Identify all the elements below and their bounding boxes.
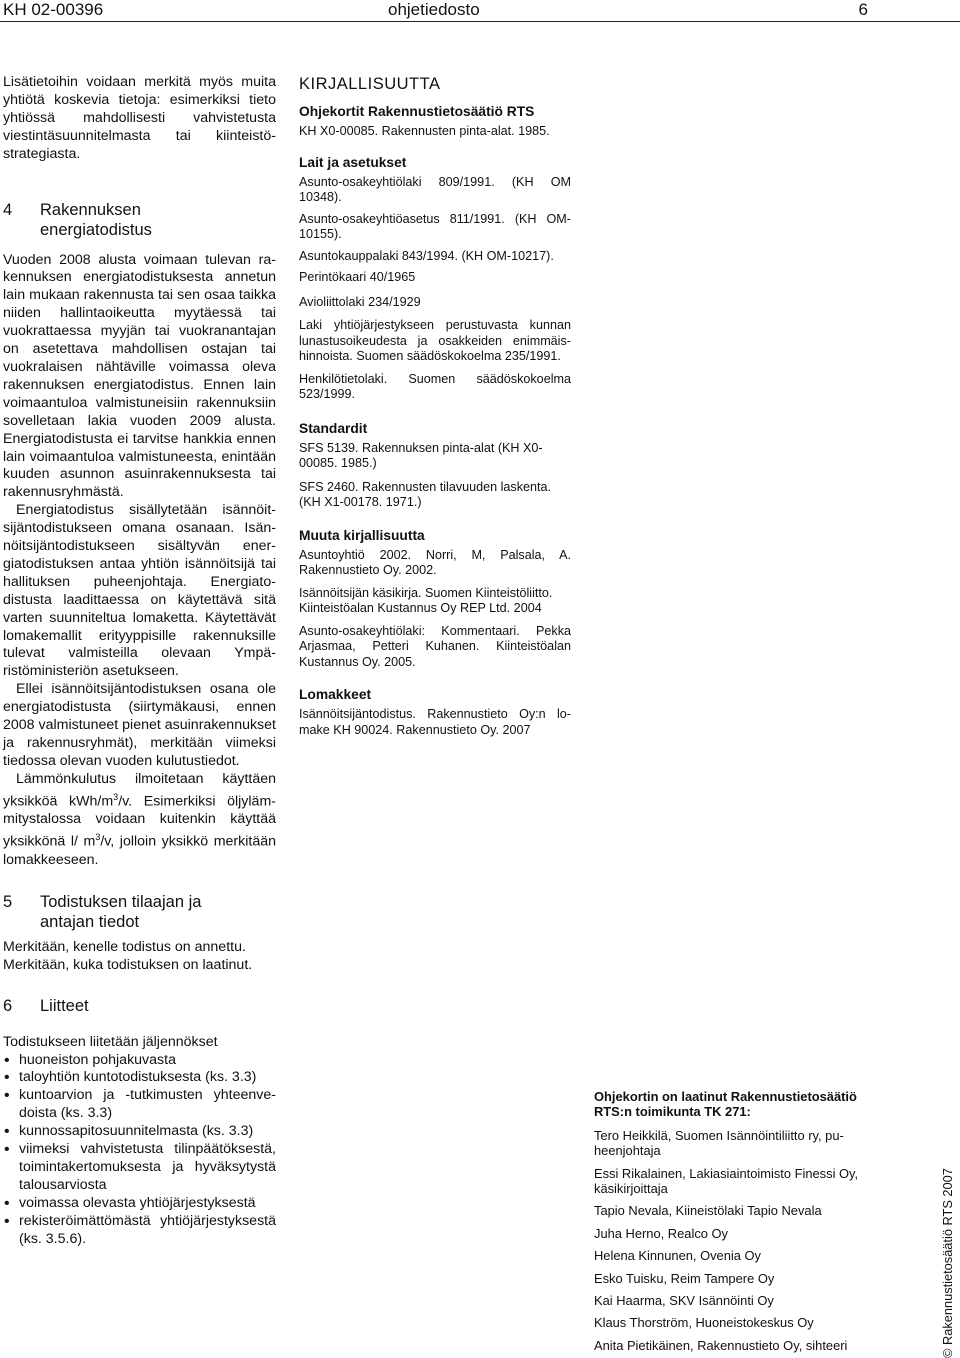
standard-item: SFS 5139. Rakennuksen pinta-alat (KH X0-00085. 1985.) xyxy=(299,440,543,470)
law-item: Avioliittolaki 234/1929 xyxy=(299,294,421,309)
section-4-heading xyxy=(3,200,276,240)
literature-item: Asunto-osakeyhtiölaki: Kommentaari. Pekka Arjasmaa, Petteri Kuhanen. Kiinteistöalan Kustannus Oy. 2005. xyxy=(299,623,571,669)
law-item: Asuntokauppalaki 843/1994. (KH OM-10217). xyxy=(299,248,554,263)
sec4-paragraph-4: Lämmönkulutus ilmoitetaan käyttäen yksikköä kWh/$m^3/v$. Esimerkiksi öljylämmitystalossa voidaan kuitenkin käyttää yksikkönä l/ $m^3/v$, jolloin yksikkö merkitään lomakkeeseen. xyxy=(3,770,276,868)
section-title: Todistuksen tilaajan ja antajan tiedot xyxy=(40,892,202,931)
doc-code: KH 02-00396 xyxy=(3,0,104,19)
committee-member: Anita Pietikäinen, Rakennustieto Oy, sihteeri xyxy=(594,1337,848,1353)
committee-heading: Ohjekortin on laatinut Rakennustietosäätiö RTS:n toimikunta TK 271: xyxy=(594,1089,857,1120)
standard-item: SFS 2460. Rakennusten tilavuuden laskenta. (KH X1-00178. 1971.) xyxy=(299,479,552,509)
section-number: 6 xyxy=(3,996,13,1015)
committee-member: Tapio Nevala, Kiineistölaki Tapio Nevala xyxy=(594,1203,822,1219)
left-column xyxy=(3,74,276,1249)
law-item: Perintökaari 40/1965 xyxy=(299,270,416,284)
committee-block xyxy=(594,1089,866,1353)
section-5-heading xyxy=(3,892,276,932)
list-item: • kunnossapitosuunnitelmasta (ks. 3.3) xyxy=(3,1123,276,1141)
sec5-line-1: Merkitään, kenelle todistus on annettu. xyxy=(3,938,246,955)
committee-member: Essi Rikalainen, Lakiasiaintoimisto Finessi Oy, käsikirjoittaja xyxy=(594,1165,859,1197)
literature-title: KIRJALLISUUTTA xyxy=(299,75,441,93)
section-number: 5 xyxy=(3,892,13,911)
literature-column xyxy=(299,74,571,738)
section-title: Liitteet xyxy=(40,996,89,1015)
list-item: • huoneiston pohjakuvasta xyxy=(3,1052,276,1070)
literature-item: Asuntoyhtiö 2002. Norri, M, Palsala, A. Rakennustieto Oy. 2002. xyxy=(299,547,571,577)
rts-cards-heading: Ohjekortit Rakennustietosäätiö RTS xyxy=(299,104,535,119)
committee-member: Tero Heikkilä, Suomen Isännöintiliitto ry, puheenjohtaja xyxy=(594,1127,844,1159)
law-item: Asunto-osakeyhtiölaki 809/1991. (KH OM 10348). xyxy=(299,174,571,204)
list-item: • rekisteröimättömästä yhtiöjärjestyksestä (ks. 3.5.6). xyxy=(3,1213,276,1249)
list-item: • taloyhtiön kuntotodistuksesta (ks. 3.3) xyxy=(3,1069,276,1087)
page-header xyxy=(0,0,960,22)
rts-reference: KH X0-00085. Rakennusten pinta-alat. 1985. xyxy=(299,124,550,138)
sec4-paragraph-2: Energiatodistus sisällytetään isännöitsijäntodistukseen omana osanaan. Isännöitsijäntodistukseen sisältyvän energiatodistuksen antaa yhtiön isännöitsijä tai hallituksen puheenjohtaja. Energiatodistusta laadittaessa on käytettävä sitä varten suunniteltua lomaketta. Käytettävät lomakemallit erityyppisille rakennuksille tulevat valmisteilla olevaan Ympäristöministeriön asetukseen. xyxy=(3,502,276,680)
law-item: Laki yhtiöjärjestykseen perustuvasta kunnan lunastusoikeudesta ja osakkeiden enimmäishinnoista. Suomen säädöskokoelma 235/1991. xyxy=(299,318,571,363)
sec4-paragraph-3: Ellei isännöitsijäntodistuksen osana ole energiatodistusta (siirtymäkausi, ennen 2008 valmistuneet pienet asuinrakennukset ja rakennusryhmät), merkitään viimeksi tiedossa olevan vuoden kulutustiedot. xyxy=(3,681,276,769)
law-item: Asunto-osakeyhtiöasetus 811/1991. (KH OM-10155). xyxy=(299,211,571,241)
sec5-line-2: Merkitään, kuka todistuksen on laatinut. xyxy=(3,956,253,973)
other-literature-heading: Muuta kirjallisuutta xyxy=(299,527,425,543)
section-number: 4 xyxy=(3,200,13,219)
literature-item: Isännöitsijän käsikirja. Suomen Kiinteistöliitto. Kiinteistöalan Kustannus Oy REP Ltd. 2004 xyxy=(299,585,553,615)
copyright-notice: © Rakennustietosäätiö RTS 2007 xyxy=(940,1168,955,1358)
committee-member: Helena Kinnunen, Ovenia Oy xyxy=(594,1248,761,1264)
committee-member: Juha Herno, Realco Oy xyxy=(594,1225,728,1241)
page-number: 6 xyxy=(858,0,868,19)
attachments-list xyxy=(3,1052,276,1249)
law-item: Henkilötietolaki. Suomen säädöskokoelma 523/1999. xyxy=(299,371,571,401)
intro-paragraph: Lisätietoihin voidaan merkitä myös muita yhtiötä koskevia tietoja: esimerkiksi tieto yhtiössä mahdollisesti vahvistetusta viestintäsuunnitelmasta tai kiinteistöstrategiasta. xyxy=(3,74,276,162)
header-rule xyxy=(0,21,960,22)
laws-heading: Lait ja asetukset xyxy=(299,154,407,170)
sec4-paragraph-1: Vuoden 2008 alusta voimaan tulevan rakennuksen energiatodistuksesta annetun lain mukaan rakennusta tai sen osaa taikka niiden hallintaoikeutta myytäessä tai vuokrattaessa myyjän tai vuokranantajan on asetettava mahdollisen ostajan tai vuokralaisen nähtäville voimassa oleva rakennuksen energiatodistus. Ennen lain voimaantuloa valmistuneisiin rakennuksiin sovelletaan lakia vuoden 2009 alusta. Energiatodistusta ei tarvitse hankkia ennen lain voimaantuloa valmistuneesta, enintään kuuden asunnon asuinrakennuksesta tai rakennusryhmästä. xyxy=(3,251,276,501)
committee-member: Klaus Thorström, Huoneistokeskus Oy xyxy=(594,1315,814,1331)
standards-heading: Standardit xyxy=(299,420,368,436)
committee-member: Esko Tuisku, Reim Tampere Oy xyxy=(594,1270,775,1286)
forms-heading: Lomakkeet xyxy=(299,687,372,702)
sec6-intro: Todistukseen liitetään jäljennökset xyxy=(3,1033,218,1050)
doc-type: ohjetiedosto xyxy=(388,0,480,19)
form-item: Isännöitsijäntodistus. Rakennustieto Oy:n lomake KH 90024. Rakennustieto Oy. 2007 xyxy=(299,707,571,737)
list-item: • kuntoarvion ja -tutkimusten yhteenvedoista (ks. 3.3) xyxy=(3,1087,276,1123)
committee-member: Kai Haarma, SKV Isännöinti Oy xyxy=(594,1293,774,1309)
section-title: Rakennuksen energiatodistus xyxy=(40,200,152,239)
list-item: • viimeksi vahvistetusta tilinpäätöksestä, toimintakertomuksesta ja hyväksytystä talousarviosta xyxy=(3,1141,276,1195)
list-item: • voimassa olevasta yhtiöjärjestyksestä xyxy=(3,1195,276,1213)
section-6-heading xyxy=(3,996,276,1016)
